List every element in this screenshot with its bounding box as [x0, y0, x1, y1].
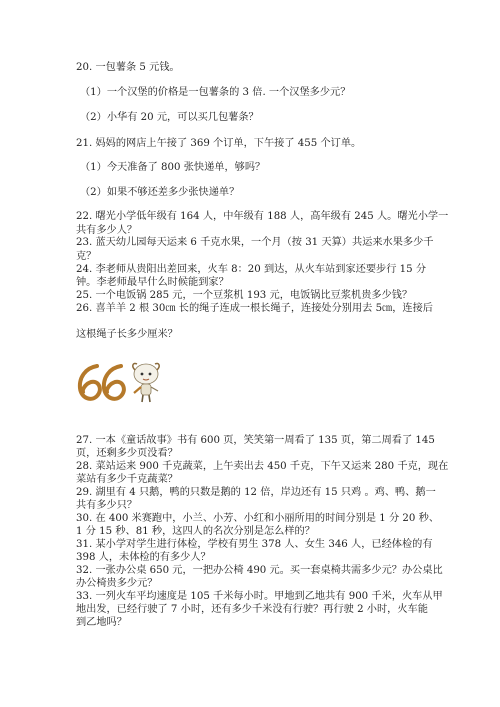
problem-32-line1: 32. 一张办公桌 650 元，一把办公椅 490 元。买一套桌椅共需多少元？办公桌比 [76, 565, 443, 576]
problem-28-line2: 菜站有多少千克蔬菜？ [76, 474, 178, 485]
problem-23-line2: 克？ [76, 251, 97, 262]
sheep-character-icon [133, 363, 159, 402]
problem-32-line2: 办公椅贵多少元？ [76, 578, 158, 589]
rope-digit-6-icon [80, 366, 100, 399]
problem-23-line1: 23. 蓝天幼儿园每天运来 6 千克水果，一个月（按 31 天算）共运来水果多少千 [76, 237, 434, 248]
problem-33-line3: 到乙地吗？ [76, 617, 127, 628]
rope-sheep-illustration [75, 360, 165, 404]
problem-22-line1: 22. 曙光小学低年级有 164 人，中年级有 188 人，高年级有 245 人。曙光小学一 [76, 211, 449, 222]
problem-33-line1: 33. 一列火车平均速度是 105 千米每小时。甲地到乙地共有 900 千米，火车从甲 [76, 591, 443, 602]
problem-26-line1: 26. 喜羊羊 2 根 30㎝ 长的绳子连成一根长绳子，连接处分别用去 5㎝，连接后 [76, 303, 433, 314]
problem-21-q1: （1）今天准备了 800 张快递单，够吗？ [80, 162, 266, 173]
rope-digit-6-icon [104, 366, 124, 399]
problem-29-line1: 29. 湖里有 4 只鹅，鸭的只数是鹅的 12 倍，岸边还有 15 只鸡 。鸡、鸭、鹅一 [76, 487, 436, 498]
problem-31-line2: 398 人，未体检的有多少人？ [76, 552, 211, 563]
problem-25: 25. 一个电饭锅 285 元，一个豆浆机 193 元，电饭锅比豆浆机贵多少钱？ [76, 290, 413, 301]
problem-27-line2: 页，还剩多少页没看？ [76, 448, 178, 459]
problem-30-line1: 30. 在 400 米赛跑中，小兰、小芳、小红和小丽所用的时间分别是 1 分 20 秒、 [76, 513, 440, 524]
problem-20-q2: （2）小华有 20 元，可以买几包薯条？ [80, 112, 259, 123]
problem-24-line2: 钟。李老师最早什么时候能到家？ [76, 277, 229, 288]
problem-22-line2: 共有多少人？ [76, 225, 138, 236]
problem-21-q2: （2）如果不够还差多少张快递单？ [80, 187, 240, 198]
problem-26-line2: 这根绳子长多少厘米？ [76, 329, 178, 340]
problem-29-line2: 共有多少只？ [76, 500, 138, 511]
problem-27-line1: 27. 一本《童话故事》书有 600 页，笑笑第一周看了 135 页，第二周看了 145 [76, 435, 435, 446]
problem-20-title: 20. 一包薯条 5 元钱。 [76, 62, 180, 73]
problem-20-q1: （1）一个汉堡的价格是一包薯条的 3 倍. 一个汉堡多少元？ [80, 87, 351, 98]
problem-31-line1: 31. 某小学对学生进行体检，学校有男生 378 人、女生 346 人，已经体检的有 [76, 539, 433, 550]
problem-30-line2: 1 分 15 秒、81 秒，这四人的名次分别是怎么样的？ [76, 526, 315, 537]
problem-28-line1: 28. 菜站运来 900 千克蔬菜，上午卖出去 450 千克，下午又运来 280 千克，现在 [76, 461, 449, 472]
problem-24-line1: 24. 李老师从贵阳出差回来，火车 8：20 到达，从火车站到家还要步行 15 分 [76, 264, 427, 275]
problem-33-line2: 地出发，已经行驶了 7 小时，还有多少千米没有行驶？再行驶 2 小时，火车能 [76, 604, 428, 615]
problem-21-title: 21. 妈妈的网店上午接了 369 个订单，下午接了 455 个订单。 [76, 138, 362, 149]
